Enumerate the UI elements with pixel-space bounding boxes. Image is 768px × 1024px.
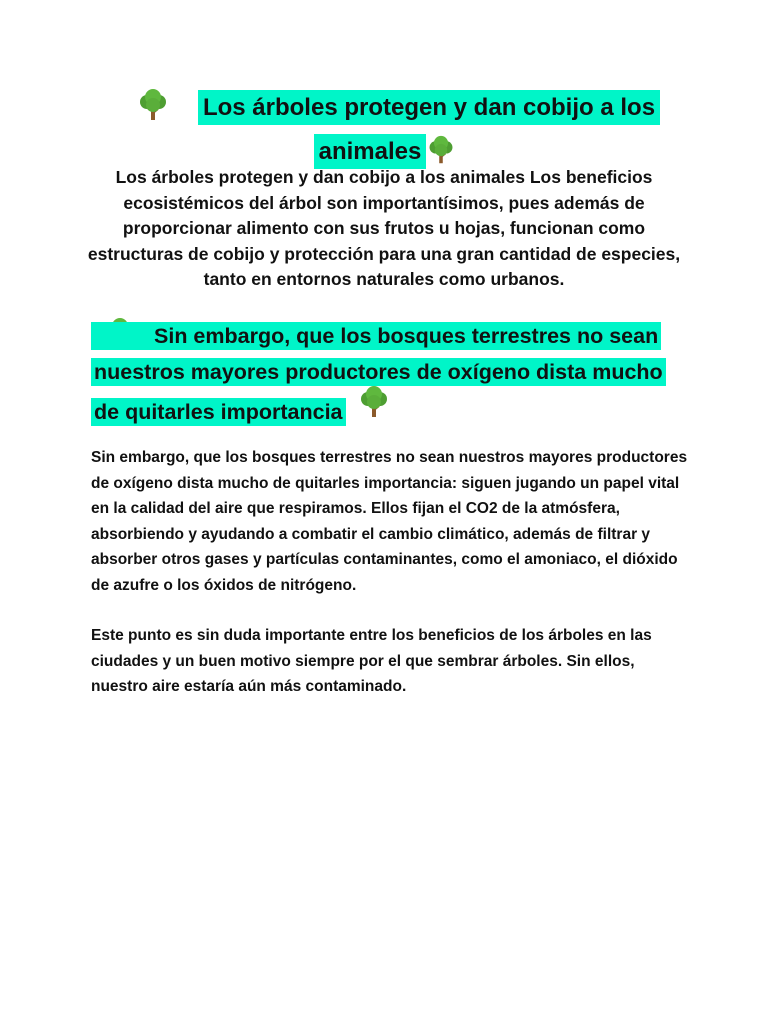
heading-1	[100, 86, 670, 174]
intro-paragraph: Los árboles protegen y dan cobijo a los animales Los beneficios ecosistémicos del árbol son importantísimos, pues además de proporcionar alimento con sus frutos u hojas, funcionan como estructuras de cobijo y protección para una gran cantidad de especies, tanto en entornos naturales como urbanos.	[87, 167, 681, 289]
heading-2-line-3: de quitarles importancia	[91, 398, 346, 426]
heading-2-line-2: nuestros mayores productores de oxígeno dista mucho	[91, 358, 666, 386]
body-paragraph-2: Este punto es sin duda importante entre los beneficios de los árboles en las ciudades y un buen motivo siempre por el que sembrar árboles. Sin ellos, nuestro aire estaría aún más contaminado.	[91, 627, 652, 695]
heading-2-line-1: Sin embargo, que los bosques terrestres no sean	[154, 324, 659, 348]
tree-icon	[357, 385, 391, 419]
tree-icon	[426, 135, 456, 165]
body-paragraph-1: Sin embargo, que los bosques terrestres no sean nuestros mayores productores de oxígeno dista mucho de quitarles importancia: siguen jugando un papel vital en la calidad del aire que respiramos. Ellos fijan el CO2 de la atmósfera, absorbiendo y ayudando a combatir el cambio climático, además de filtrar y absorber otros gases y partículas contaminantes, como el amoniaco, el dióxido de azufre o los óxidos de nitrógeno.	[91, 449, 688, 594]
heading-1-line-2: animales	[314, 134, 427, 169]
heading-1-line-1: Los árboles protegen y dan cobijo a los	[198, 90, 660, 125]
